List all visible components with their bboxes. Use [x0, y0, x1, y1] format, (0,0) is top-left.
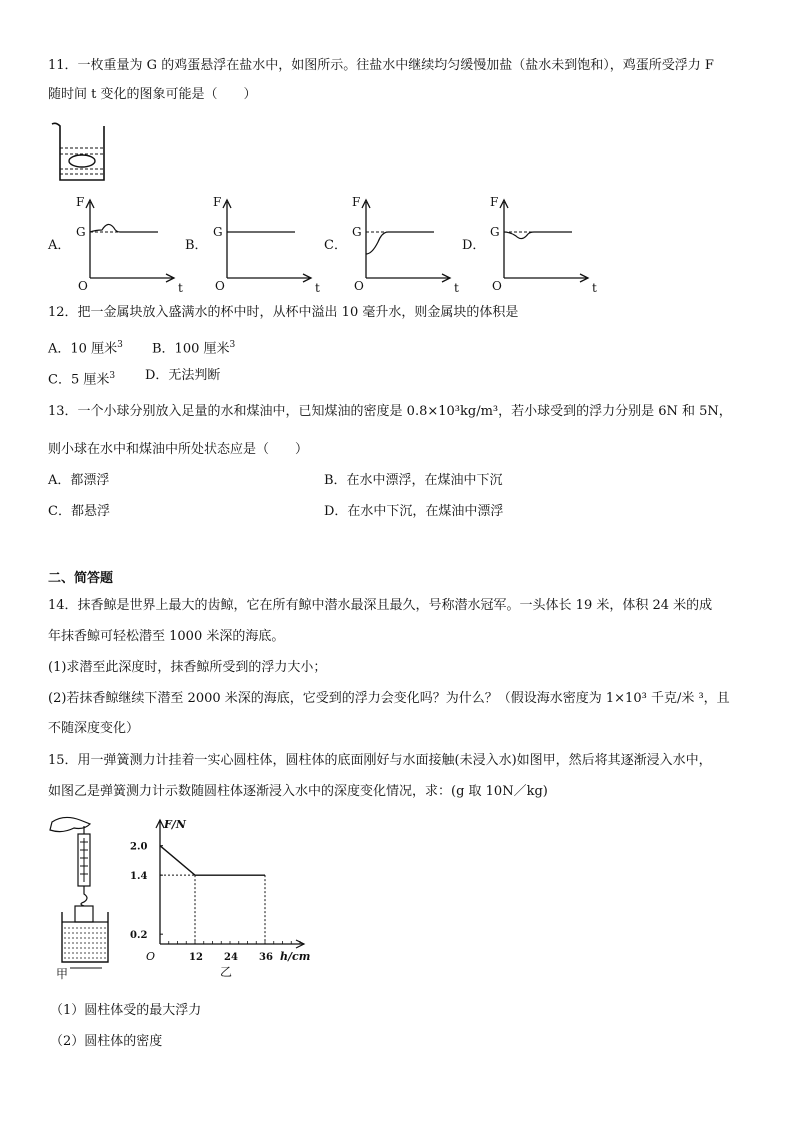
x-axis-label: h/cm	[280, 950, 311, 963]
section-heading: 二、简答题	[48, 571, 114, 586]
q14-part2: (2)若抹香鲸继续下潜至 2000 米深的海底，它受到的浮力会变化吗？为什么？（假设海水密度为 1×10³ 千克/米 ³，且	[48, 691, 730, 706]
q12-option-a-sup: 3	[117, 340, 123, 350]
q15-part2: （2）圆柱体的密度	[50, 1034, 163, 1049]
q15-stem-line2: 如图乙是弹簧测力计示数随圆柱体逐渐浸入水中的深度变化情况，求：(g 取 10N／kg)	[48, 784, 548, 799]
y-tick-label: 0.2	[130, 930, 148, 942]
q12-option-c	[48, 368, 115, 388]
x-tick-label: 12	[189, 952, 203, 963]
q13-stem-line1: 13．一个小球分别放入足量的水和煤油中，已知煤油的密度是 0.8×10³kg/m³，若小球受到的浮力分别是 6N 和 5N，	[48, 404, 732, 419]
q12-option-b-text: B．100 厘米	[152, 341, 230, 357]
y-axis-label: F	[490, 195, 499, 209]
q12-stem: 12．把一金属块放入盛满水的杯中时，从杯中溢出 10 毫升水，则金属块的体积是	[48, 305, 519, 320]
fig-jia-label: 甲	[56, 967, 69, 981]
q11-option-label: C．	[324, 238, 347, 253]
q13-option-b: B．在水中漂浮，在煤油中下沉	[324, 473, 503, 488]
q15-part1: （1）圆柱体受的最大浮力	[50, 1003, 202, 1018]
q11-option-graph	[199, 196, 329, 296]
x-tick-label: 24	[224, 952, 238, 963]
q15-force-depth-chart	[128, 812, 318, 972]
origin-label: O	[354, 279, 364, 293]
g-label: G	[352, 225, 362, 239]
q14-part1: (1)求潜至此深度时，抹香鲸所受到的浮力大小；	[48, 660, 327, 675]
origin-label: O	[492, 279, 502, 293]
q14-part2-cont: 不随深度变化）	[48, 721, 140, 736]
y-tick-label: 2.0	[130, 841, 148, 853]
q13-stem-line2: 则小球在水中和煤油中所处状态应是（ ）	[48, 442, 309, 457]
x-axis-label: t	[315, 281, 320, 295]
q12-option-a-text: A．10 厘米	[48, 341, 118, 357]
origin-label: O	[78, 279, 88, 293]
q11-option-graph	[338, 196, 468, 296]
g-label: G	[76, 225, 86, 239]
y-tick-label: 1.4	[130, 871, 148, 883]
origin-label: O	[215, 279, 225, 293]
q11-stem-line1: 11．一枚重量为 G 的鸡蛋悬浮在盐水中，如图所示。往盐水中继续均匀缓慢加盐（盐水未到饱和），鸡蛋所受浮力 F	[48, 58, 714, 73]
q11-stem-line2: 随时间 t 变化的图象可能是（ ）	[48, 87, 257, 102]
y-axis-label: F/N	[164, 818, 186, 831]
q13-option-a: A．都漂浮	[48, 473, 110, 488]
q13-option-c: C．都悬浮	[48, 504, 110, 519]
q14-stem-line1: 14．抹香鲸是世界上最大的齿鲸，它在所有鲸中潜水最深且最久，号称潜水冠军。一头体长 19 米，体积 24 米的成	[48, 598, 713, 613]
beaker-egg-figure	[50, 120, 110, 184]
q12-option-c-text: C．5 厘米	[48, 372, 110, 388]
q11-option-graph	[62, 196, 192, 296]
g-label: G	[213, 225, 223, 239]
q11-option-graph	[476, 196, 606, 296]
q11-option-label: A．	[48, 238, 71, 253]
q15-stem-line1: 15．用一弹簧测力计挂着一实心圆柱体，圆柱体的底面刚好与水面接触(未浸入水)如图甲，然后将其逐渐浸入水中，	[48, 753, 712, 768]
force-curve	[366, 232, 434, 254]
q11-option-label: B．	[185, 238, 208, 253]
q12-option-a	[48, 337, 123, 357]
g-label: G	[490, 225, 500, 239]
q13-option-d: D．在水中下沉，在煤油中漂浮	[324, 504, 504, 519]
q11-option-label: D．	[462, 238, 486, 253]
origin-label: O	[146, 950, 156, 963]
y-axis-label: F	[352, 195, 361, 209]
x-axis-label: t	[592, 281, 597, 295]
q12-option-d: D．无法判断	[145, 368, 221, 383]
q12-option-b-sup: 3	[229, 340, 236, 350]
fig-yi-label: 乙	[220, 965, 233, 979]
q12-option-b	[152, 337, 235, 357]
x-axis-label: t	[178, 281, 183, 295]
force-series-line	[160, 846, 265, 876]
y-axis-label: F	[213, 195, 222, 209]
x-axis-label: t	[454, 281, 459, 295]
q14-stem-line2: 年抹香鲸可轻松潜至 1000 米深的海底。	[48, 629, 285, 644]
q12-option-c-sup: 3	[109, 371, 116, 381]
force-curve	[90, 224, 158, 232]
x-tick-label: 36	[259, 952, 273, 963]
force-curve	[504, 232, 572, 239]
spring-scale-figure	[44, 812, 124, 982]
y-axis-label: F	[76, 195, 85, 209]
